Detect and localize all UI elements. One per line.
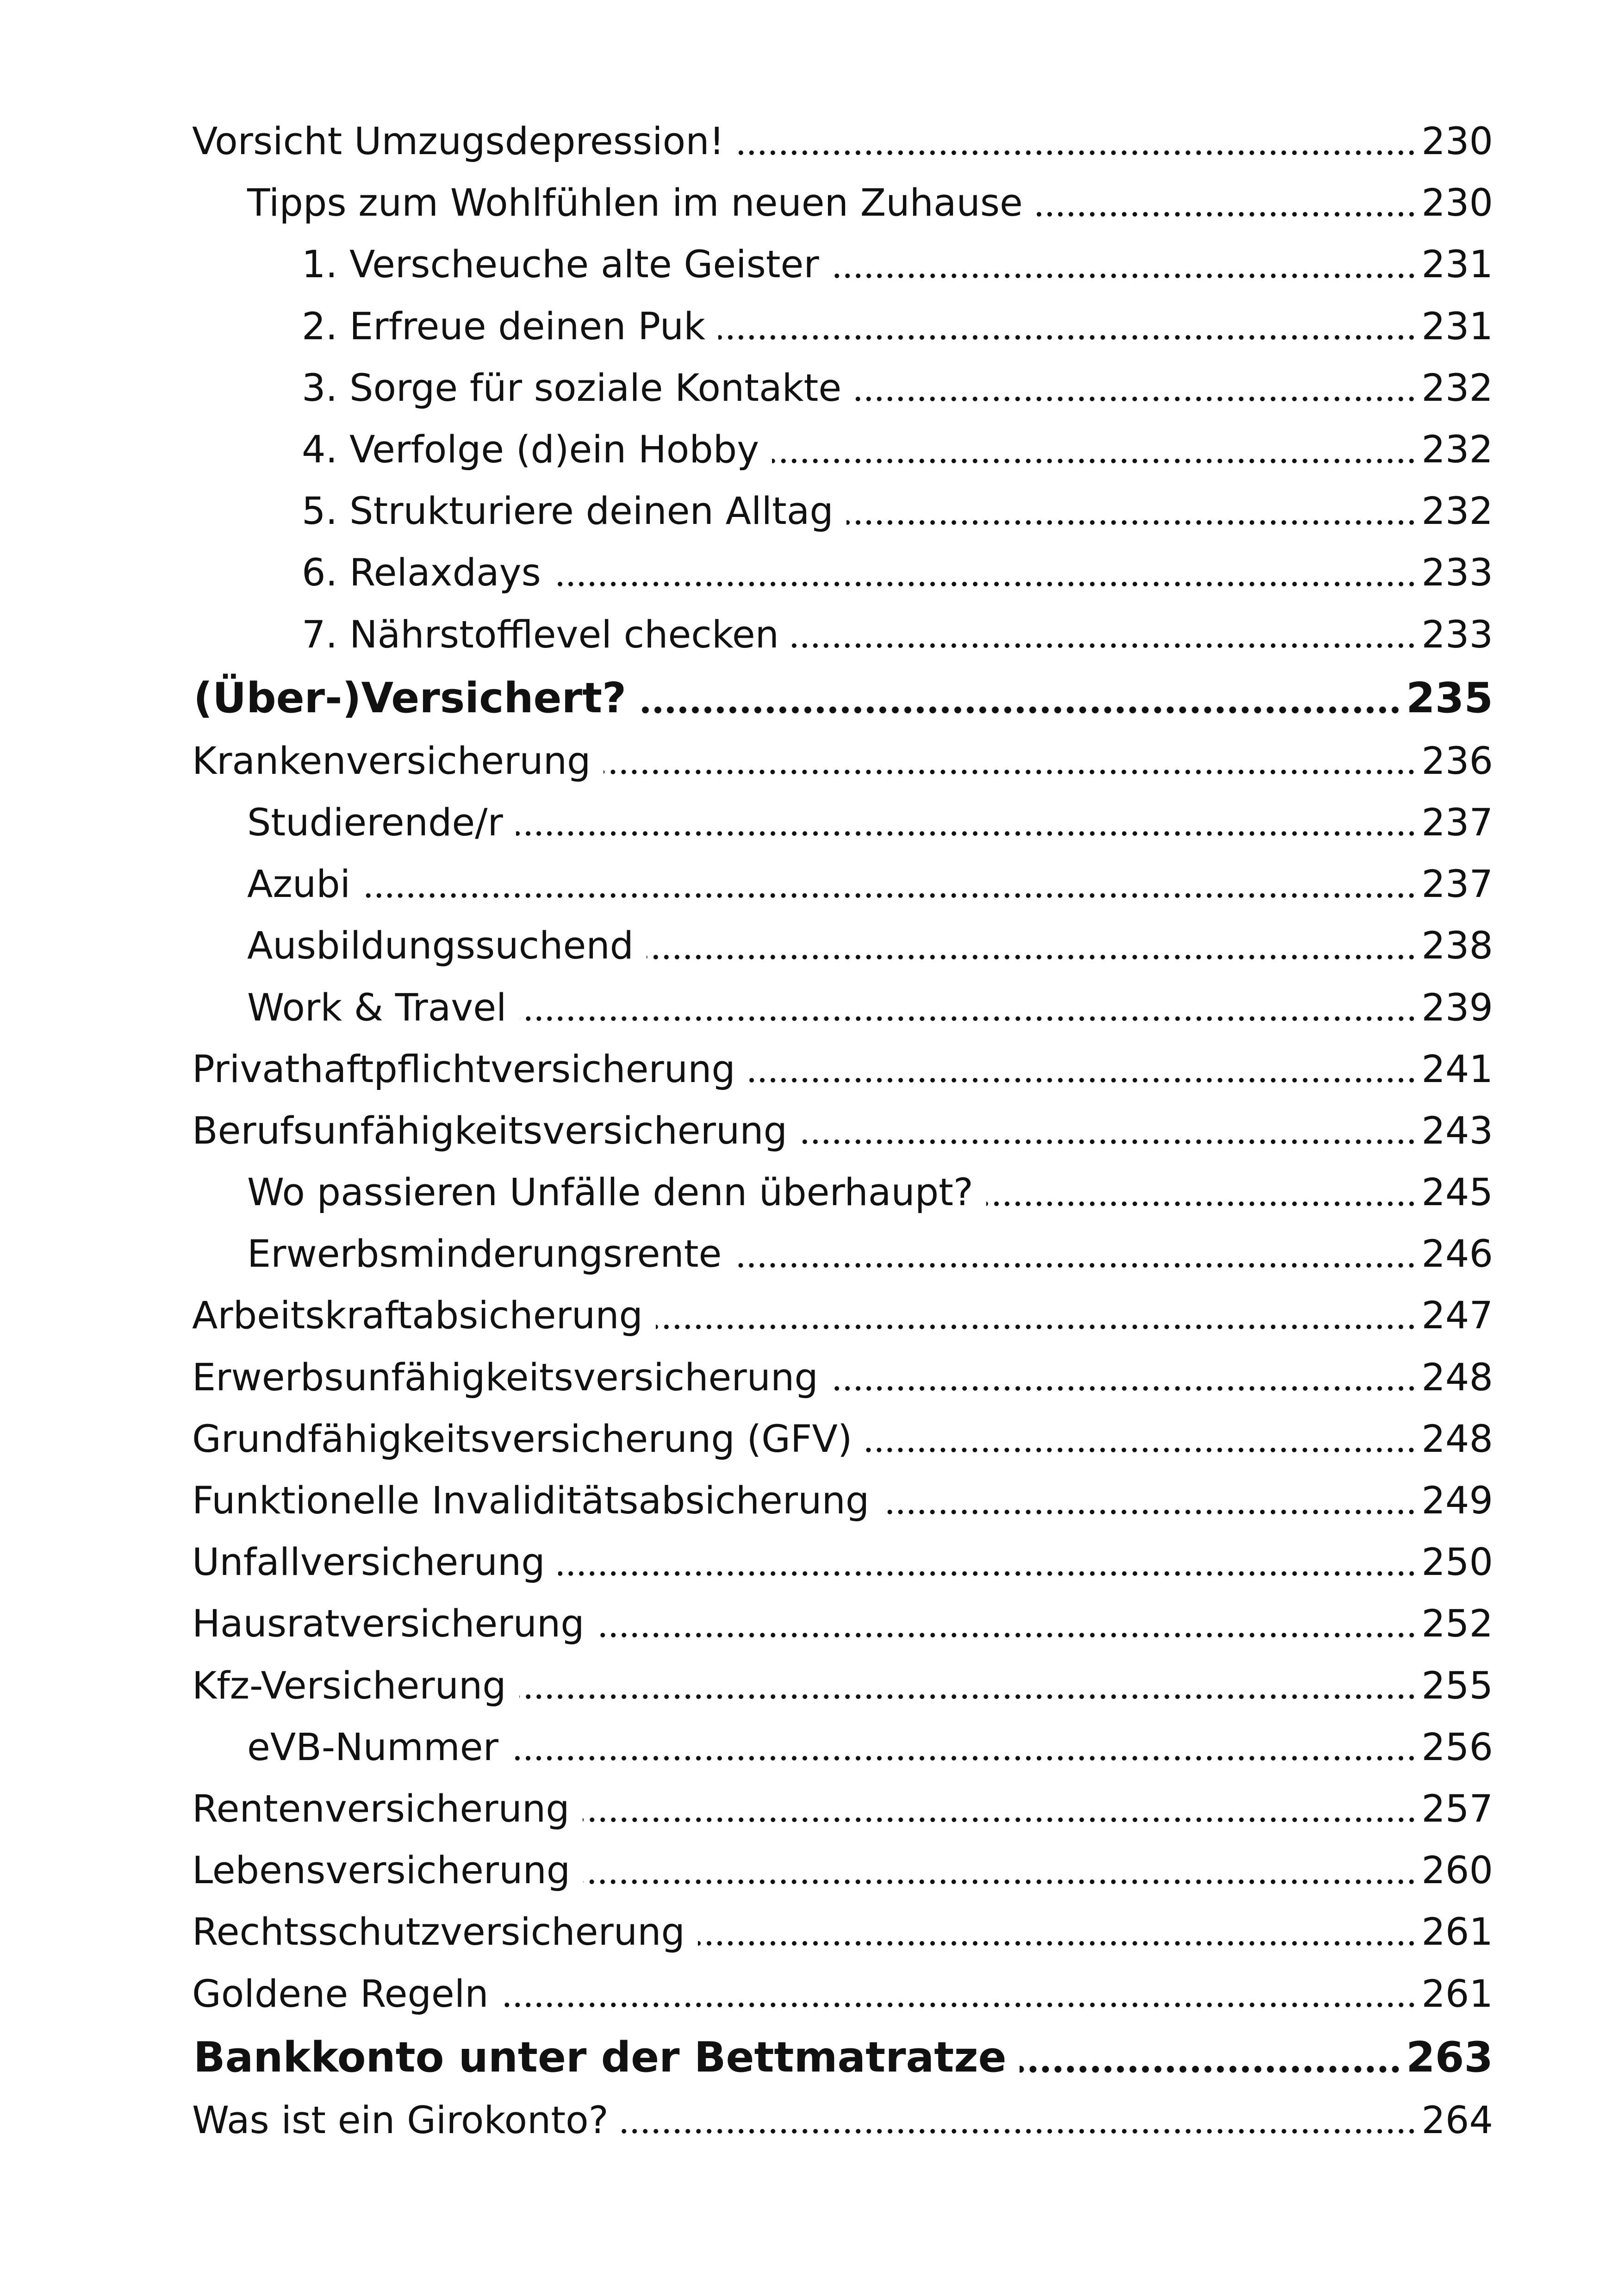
toc-entry-title: Berufsunfähigkeitsversicherung [192, 1109, 788, 1153]
toc-page-number: 248 [1421, 1417, 1493, 1461]
toc-page-number: 243 [1421, 1109, 1493, 1153]
toc-entry [0, 358, 1618, 419]
toc-dot-leader [583, 1815, 1417, 1825]
toc-entry-title: Erwerbsunfähigkeitsversicherung [192, 1356, 818, 1400]
toc-page-number: 246 [1421, 1232, 1493, 1276]
toc-dot-leader [854, 394, 1417, 404]
toc-dot-leader [639, 705, 1401, 715]
toc-page-number: 245 [1421, 1171, 1493, 1215]
toc-entry [0, 1593, 1618, 1655]
toc-entry-title: 5. Strukturiere deinen Alltag [302, 490, 834, 534]
toc-entry-title: Azubi [247, 863, 351, 907]
toc-dot-leader [502, 2000, 1417, 2010]
toc-page-number: 230 [1421, 120, 1493, 164]
toc-dot-leader [519, 1692, 1417, 1702]
toc-dot-leader [656, 1322, 1417, 1332]
toc-dot-leader [583, 1877, 1417, 1887]
toc-entry-title: Privathaftpflichtversicherung [192, 1047, 735, 1091]
toc-chapter-entry [0, 2025, 1618, 2090]
toc-page-number: 236 [1421, 739, 1493, 783]
toc-entry-title: Wo passieren Unfälle denn überhaupt? [247, 1171, 973, 1215]
toc-entry [0, 731, 1618, 792]
toc-entry-title: Grundfähigkeitsversicherung (GFV) [192, 1417, 853, 1461]
toc-entry-title: Hausratversicherung [192, 1602, 585, 1646]
toc-page-number: 232 [1421, 490, 1493, 534]
toc-dot-leader [698, 1938, 1417, 1948]
toc-entry-title: Ausbildungssuchend [247, 924, 634, 968]
toc-entry-title: Erwerbsminderungsrente [247, 1232, 722, 1276]
toc-entry [0, 542, 1618, 604]
toc-entry [0, 977, 1618, 1039]
toc-entry-title: Vorsicht Umzugsdepression! [192, 120, 725, 164]
toc-page-number: 231 [1421, 243, 1493, 287]
toc-page-number: 249 [1421, 1479, 1493, 1523]
toc-dot-leader [516, 828, 1417, 839]
toc-page-number: 237 [1421, 801, 1493, 845]
toc-dot-leader [718, 332, 1417, 342]
toc-entry-title: Was ist ein Girokonto? [192, 2098, 609, 2142]
toc-entry [0, 1840, 1618, 1902]
toc-dot-leader [832, 271, 1417, 281]
toc-page-number: 264 [1421, 2098, 1493, 2142]
toc-page-number: 252 [1421, 1602, 1493, 1646]
toc-page-number: 235 [1406, 673, 1493, 722]
toc-entry [0, 1162, 1618, 1224]
toc-dot-leader [846, 517, 1417, 528]
toc-dot-leader [1020, 2064, 1401, 2074]
toc-entry [0, 1470, 1618, 1532]
toc-dot-leader [737, 148, 1417, 158]
toc-entry-title: 7. Nährstofflevel checken [302, 613, 779, 657]
toc-page-number: 261 [1421, 1972, 1493, 2016]
toc-dot-leader [1036, 209, 1417, 219]
toc-entry [0, 792, 1618, 854]
toc-page-number: 255 [1421, 1664, 1493, 1708]
toc-entry [0, 1101, 1618, 1162]
toc-entry [0, 1902, 1618, 1963]
toc-page-number: 241 [1421, 1047, 1493, 1091]
toc-entry-title: 1. Verscheuche alte Geister [302, 243, 819, 287]
toc-entry [0, 234, 1618, 296]
toc-dot-leader [865, 1445, 1417, 1455]
toc-chapter-entry [0, 666, 1618, 731]
toc-dot-leader [554, 579, 1417, 589]
toc-dot-leader [882, 1507, 1417, 1517]
toc-entry [0, 296, 1618, 358]
toc-dot-leader [748, 1075, 1417, 1085]
toc-entry [0, 1717, 1618, 1779]
toc-entry-title: 6. Relaxdays [302, 551, 541, 595]
toc-dot-leader [363, 890, 1417, 901]
toc-entry-title: Bankkonto unter der Bettmatratze [193, 2033, 1007, 2082]
toc-entry [0, 854, 1618, 915]
toc-entry [0, 604, 1618, 666]
toc-entry-title: 2. Erfreue deinen Puk [302, 305, 705, 348]
toc-dot-leader [734, 1260, 1417, 1270]
toc-entry-title: Studierende/r [247, 801, 503, 845]
toc-dot-leader [520, 1014, 1417, 1024]
toc-page-number: 248 [1421, 1356, 1493, 1400]
toc-page-number: 231 [1421, 305, 1493, 348]
toc-entry [0, 1655, 1618, 1717]
toc-entry-title: Tipps zum Wohlfühlen im neuen Zuhause [247, 181, 1023, 225]
toc-page-number: 239 [1421, 986, 1493, 1030]
toc-dot-leader [558, 1568, 1417, 1579]
toc-entry-title: Rentenversicherung [192, 1787, 570, 1831]
toc-page-number: 247 [1421, 1294, 1493, 1338]
toc-entry [0, 1347, 1618, 1409]
toc-page-number: 256 [1421, 1725, 1493, 1769]
toc-page-number: 237 [1421, 863, 1493, 907]
toc-page-number: 261 [1421, 1910, 1493, 1954]
toc-entry-title: Funktionelle Invaliditätsabsicherung [192, 1479, 870, 1523]
toc-entry [0, 1963, 1618, 2025]
toc-entry-title: eVB-Nummer [247, 1725, 498, 1769]
toc-page-number: 257 [1421, 1787, 1493, 1831]
toc-entry-title: 4. Verfolge (d)ein Hobby [302, 428, 759, 472]
toc-entry-title: 3. Sorge für soziale Kontakte [302, 366, 842, 410]
toc-page-number: 233 [1421, 613, 1493, 657]
toc-page-number: 233 [1421, 551, 1493, 595]
toc-page-number: 263 [1406, 2033, 1493, 2082]
toc-dot-leader [792, 641, 1417, 651]
toc-dot-leader [986, 1199, 1417, 1209]
toc-entry-title: Work & Travel [247, 986, 507, 1030]
toc-dot-leader [800, 1137, 1417, 1147]
toc-page-number: 260 [1421, 1849, 1493, 1893]
toc-entry-title: (Über-)Versichert? [193, 673, 627, 722]
toc-entry [0, 2090, 1618, 2152]
toc-page-number: 230 [1421, 181, 1493, 225]
toc-entry [0, 1039, 1618, 1101]
toc-entry [0, 111, 1618, 173]
toc-entry-title: Goldene Regeln [192, 1972, 489, 2016]
toc-dot-leader [511, 1753, 1417, 1763]
toc-entry [0, 173, 1618, 234]
toc-entry [0, 1532, 1618, 1593]
toc-dot-leader [604, 767, 1417, 777]
table-of-contents [0, 111, 1618, 2152]
toc-dot-leader [597, 1630, 1417, 1640]
toc-page-number: 250 [1421, 1541, 1493, 1585]
toc-entry [0, 915, 1618, 977]
toc-entry-title: Rechtsschutzversicherung [192, 1910, 685, 1954]
toc-dot-leader [622, 2126, 1417, 2136]
toc-entry-title: Lebensversicherung [192, 1849, 571, 1893]
toc-entry [0, 1285, 1618, 1347]
toc-entry [0, 481, 1618, 542]
toc-dot-leader [647, 952, 1417, 962]
toc-entry-title: Kfz-Versicherung [192, 1664, 506, 1708]
toc-page-number: 238 [1421, 924, 1493, 968]
toc-entry [0, 419, 1618, 481]
toc-entry-title: Unfallversicherung [192, 1541, 545, 1585]
toc-entry [0, 1779, 1618, 1840]
toc-entry-title: Arbeitskraftabsicherung [192, 1294, 643, 1338]
toc-dot-leader [772, 456, 1417, 466]
toc-entry [0, 1409, 1618, 1470]
toc-dot-leader [831, 1383, 1417, 1394]
toc-entry [0, 1224, 1618, 1285]
toc-page-number: 232 [1421, 366, 1493, 410]
toc-entry-title: Krankenversicherung [192, 739, 591, 783]
toc-page-number: 232 [1421, 428, 1493, 472]
